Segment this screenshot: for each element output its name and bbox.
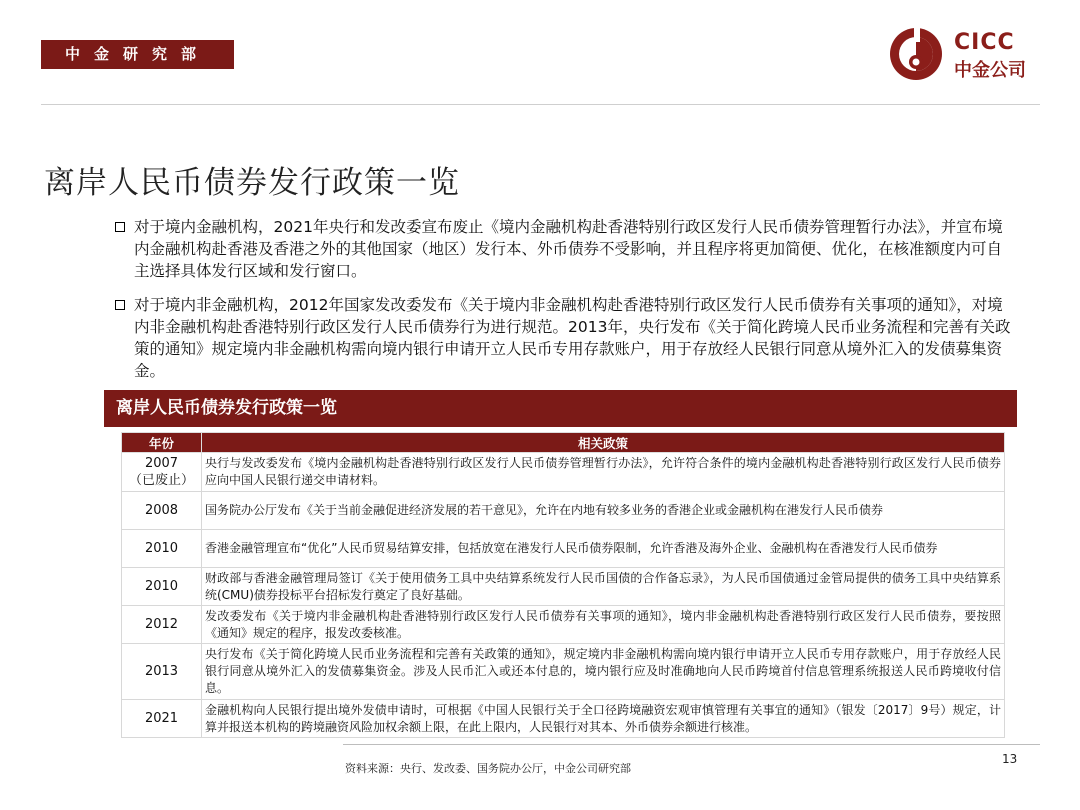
- bullet-square-icon: [115, 300, 125, 310]
- table-row: [122, 530, 1005, 568]
- bullet-square-icon: [115, 222, 125, 232]
- policy-cell: 财政部与香港金融管理局签订《关于使用债务工具中央结算系统发行人民币国债的合作备忘录》，为人民币国债通过金管局提供的债务工具中央结算系统(CMU)债券投标平台招标发行奠定了良好基础。: [202, 568, 1005, 606]
- footer-divider: [343, 744, 1040, 745]
- bullet-item: [115, 216, 1015, 282]
- policy-cell: 国务院办公厅发布《关于当前金融促进经济发展的若干意见》，允许在内地有较多业务的香港企业或金融机构在港发行人民币债券: [202, 492, 1005, 530]
- policy-cell: 发改委发布《关于境内非金融机构赴香港特别行政区发行人民币债券有关事项的通知》，境内非金融机构赴香港特别行政区发行人民币债券，要按照《通知》规定的程序，报发改委核准。: [202, 606, 1005, 644]
- column-header-year: 年份: [122, 433, 202, 453]
- bullet-text: 对于境内非金融机构，2012年国家发改委发布《关于境内非金融机构赴香港特别行政区发行人民币债券有关事项的通知》，对境内非金融机构赴香港特别行政区发行人民币债券行为进行规范。2013年，央行发布《关于简化跨境人民币业务流程和完善有关政策的通知》规定境内非金融机构需向境内银行申请开立人民币专用存款账户，用于存放经人民银行同意从境外汇入的发债募集资金。: [134, 296, 1011, 380]
- year-cell: 2010: [122, 530, 202, 568]
- logo-text-cn: 中金公司: [954, 60, 1026, 81]
- page-title: 离岸人民币债券发行政策一览: [44, 165, 460, 201]
- table-banner: 离岸人民币债券发行政策一览: [104, 390, 1017, 427]
- year-cell: 2012: [122, 606, 202, 644]
- policy-table: [121, 432, 1005, 738]
- bullet-text: 对于境内金融机构，2021年央行和发改委宣布废止《境内金融机构赴香港特别行政区发行人民币债券管理暂行办法》，并宣布境内金融机构赴香港及香港之外的其他国家（地区）发行本、外币债券不受影响，并且程序将更加简便、优化，在核准额度内可自主选择具体发行区域和发行窗口。: [134, 218, 1003, 280]
- table-row: [122, 492, 1005, 530]
- bullet-list: [115, 216, 1015, 394]
- table-header-row: [122, 433, 1005, 453]
- bullet-item: [115, 294, 1015, 382]
- cicc-logo-icon: [888, 26, 944, 82]
- policy-cell: 央行发布《关于简化跨境人民币业务流程和完善有关政策的通知》，规定境内非金融机构需向境内银行申请开立人民币专用存款账户，用于存放经人民银行同意从境外汇入的发债募集资金。涉及人民币汇入或还本付息的，境内银行应及时准确地向人民币跨境首付信息管理系统报送人民币跨境收付信息。: [202, 644, 1005, 700]
- header-divider: [41, 104, 1040, 105]
- year-cell: 2007 （已废止）: [122, 453, 202, 492]
- department-badge: 中金研究部: [41, 40, 234, 69]
- table-row: [122, 453, 1005, 492]
- cicc-logo: [888, 26, 1048, 86]
- year-cell: 2010: [122, 568, 202, 606]
- policy-cell: 香港金融管理宣布“优化”人民币贸易结算安排，包括放宽在港发行人民币债券限制，允许香港及海外企业、金融机构在香港发行人民币债券: [202, 530, 1005, 568]
- table-row: [122, 606, 1005, 644]
- policy-cell: 央行与发改委发布《境内金融机构赴香港特别行政区发行人民币债券管理暂行办法》，允许符合条件的境内金融机构赴香港特别行政区发行人民币债券应向中国人民银行递交申请材料。: [202, 453, 1005, 492]
- year-cell: 2021: [122, 700, 202, 738]
- table-row: [122, 644, 1005, 700]
- year-cell: 2008: [122, 492, 202, 530]
- column-header-policy: 相关政策: [202, 433, 1005, 453]
- logo-text-en: CICC: [954, 30, 1015, 55]
- table-row: [122, 700, 1005, 738]
- year-cell: 2013: [122, 644, 202, 700]
- page-number: 13: [1002, 752, 1018, 766]
- source-note: 资料来源：央行、发改委、国务院办公厅，中金公司研究部: [345, 762, 631, 775]
- table-row: [122, 568, 1005, 606]
- policy-cell: 金融机构向人民银行提出境外发债申请时，可根据《中国人民银行关于全口径跨境融资宏观审慎管理有关事宜的通知》（银发〔2017〕9号）规定，计算并报送本机构的跨境融资风险加权余额上限，在此上限内，人民银行对其本、外币债券余额进行核准。: [202, 700, 1005, 738]
